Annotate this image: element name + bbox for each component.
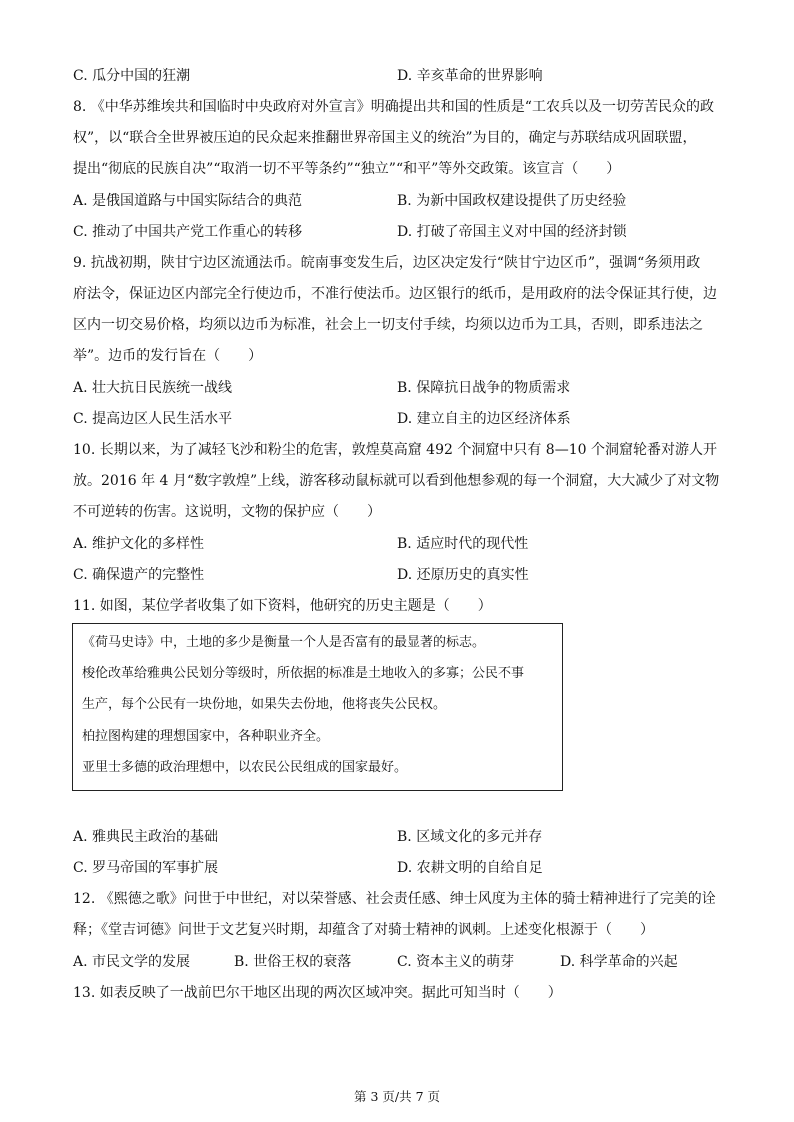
- question-8-stem-line-3: 提出“彻底的民族自决”“取消一切不平等条约”“独立”“和平”等外交政策。该宣言（ ）: [73, 161, 621, 177]
- question-12-option-a: A. 市民文学的发展: [73, 954, 191, 970]
- question-10-option-a: A. 维护文化的多样性: [73, 536, 205, 552]
- question-9-option-b: B. 保障抗日战争的物质需求: [397, 380, 571, 396]
- question-12-stem-line-1: 12. 《熙德之歌》问世于中世纪，对以荣誉感、社会责任感、绅士风度为主体的骑士精神进行了完美的诠: [73, 891, 716, 907]
- question-10-option-d: D. 还原历史的真实性: [397, 567, 529, 583]
- question-11-option-c: C. 罗马帝国的军事扩展: [73, 860, 219, 876]
- question-13-stem-line-1: 13. 如表反映了一战前巴尔干地区出现的两次区域冲突。据此可知当时（ ）: [73, 985, 562, 1001]
- question-9-option-a: A. 壮大抗日民族统一战线: [73, 380, 233, 396]
- question-9-stem-line-4: 举”。边币的发行旨在（ ）: [73, 348, 263, 364]
- question-10-option-c: C. 确保遗产的完整性: [73, 567, 205, 583]
- question-8-option-b: B. 为新中国政权建设提供了历史经验: [397, 193, 627, 209]
- question-9-stem-line-2: 府法令，保证边区内部完全行使边币，不准行使法币。边区银行的纸币，是用政府的法令保证其行使，边: [73, 286, 717, 302]
- question-9-stem-line-1: 9. 抗战初期，陕甘宁边区流通法币。皖南事变发生后，边区决定发行“陕甘宁边区币”，强调“务须用政: [73, 255, 701, 271]
- question-10-stem-line-2: 放。2016 年 4 月“数字敦煌”上线，游客移动鼠标就可以看到他想参观的每一个洞窟，大大减少了对文物: [73, 473, 720, 489]
- question-12-option-c: C. 资本主义的萌芽: [397, 954, 515, 970]
- question-11-stem-line-1: 11. 如图，某位学者收集了如下资料，他研究的历史主题是（ ）: [73, 598, 492, 614]
- question-11-option-d: D. 农耕文明的自给自足: [397, 860, 543, 876]
- material-line-2: 梭伦改革给雅典公民划分等级时，所依据的标准是土地收入的多寡；公民不事: [82, 666, 525, 681]
- material-line-5: 亚里士多德的政治理想中，以农民公民组成的国家最好。: [82, 760, 408, 775]
- question-10-option-b: B. 适应时代的现代性: [397, 536, 529, 552]
- material-line-1: 《荷马史诗》中，土地的多少是衡量一个人是否富有的最显著的标志。: [82, 635, 486, 650]
- material-line-4: 柏拉图构建的理想国家中，各种职业齐全。: [82, 729, 330, 744]
- question-11-option-a: A. 雅典民主政治的基础: [73, 829, 219, 845]
- question-12-option-d: D. 科学革命的兴起: [560, 954, 678, 970]
- question-8-option-a: A. 是俄国道路与中国实际结合的典范: [73, 193, 303, 209]
- question-12-stem-line-2: 释；《堂吉诃德》问世于文艺复兴时期，却蕴含了对骑士精神的讽刺。上述变化根源于（ ）: [73, 922, 654, 938]
- question-8-stem-line-1: 8. 《中华苏维埃共和国临时中央政府对外宣言》明确提出共和国的性质是“工农兵以及一切劳苦民众的政: [73, 99, 714, 115]
- question-8-option-c: C. 推动了中国共产党工作重心的转移: [73, 224, 303, 240]
- source-material-box: [72, 623, 563, 791]
- prev-question-option-d: D. 辛亥革命的世界影响: [397, 68, 543, 84]
- page-number-footer: 第 3 页/共 7 页: [353, 1089, 440, 1104]
- question-10-stem-line-3: 不可逆转的伤害。这说明，文物的保护应（ ）: [73, 504, 381, 520]
- question-9-option-c: C. 提高边区人民生活水平: [73, 411, 233, 427]
- prev-question-option-c: C. 瓜分中国的狂潮: [73, 68, 191, 84]
- question-8-option-d: D. 打破了帝国主义对中国的经济封锁: [397, 224, 627, 240]
- question-8-stem-line-2: 权”，以“联合全世界被压迫的民众起来推翻世界帝国主义的统治”为目的，确定与苏联结成巩固联盟，: [73, 130, 697, 146]
- question-11-option-b: B. 区域文化的多元并存: [397, 829, 543, 845]
- question-9-option-d: D. 建立自主的边区经济体系: [397, 411, 571, 427]
- question-10-stem-line-1: 10. 长期以来，为了减轻飞沙和粉尘的危害，敦煌莫高窟 492 个洞窟中只有 8—10 个洞窟轮番对游人开: [73, 442, 717, 458]
- material-line-3: 生产，每个公民有一块份地，如果失去份地，他将丧失公民权。: [82, 697, 447, 712]
- question-9-stem-line-3: 区内一切交易价格，均须以边币为标准，社会上一切支付手续，均须以边币为工具，否则，即系违法之: [73, 317, 703, 333]
- question-12-option-b: B. 世俗王权的衰落: [234, 954, 352, 970]
